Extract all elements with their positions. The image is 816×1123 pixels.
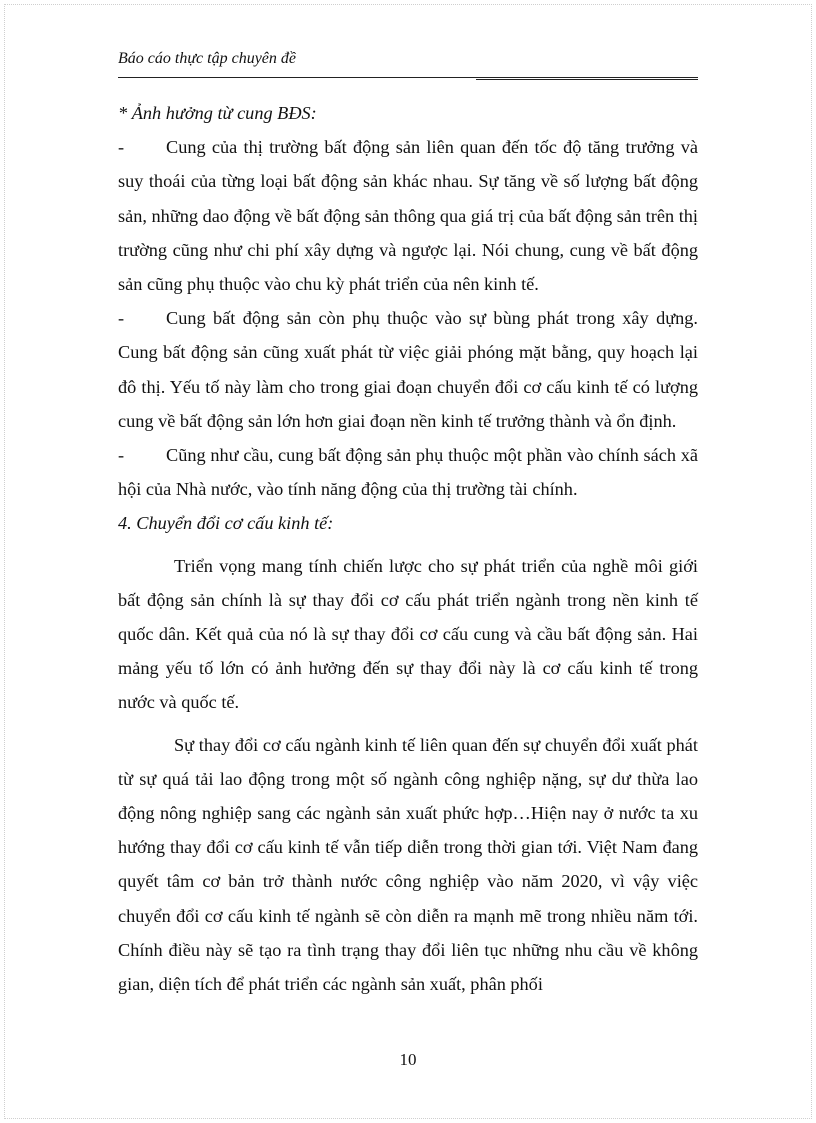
document-body — [118, 96, 698, 1001]
bullet-dash: - — [118, 445, 125, 466]
body-paragraph: Sự thay đổi cơ cấu ngành kinh tế liên quan đến sự chuyển đổi xuất phát từ sự quá tải lao động trong một số ngành công nghiệp nặng, sự dư thừa lao động nông nghiệp sang các ngành sản xuất phức hợp…Hiện nay ở nước ta xu hướng thay đổi cơ cấu kinh tế vẫn tiếp diễn trong thời gian tới. Việt Nam đang quyết tâm cơ bản trở thành nước công nghiệp vào năm 2020, vì vậy việc chuyển đổi cơ cấu kinh tế ngành sẽ còn diễn ra mạnh mẽ trong nhiều năm tới. Chính điều này sẽ tạo ra tình trạng thay đổi liên tục những nhu cầu về không gian, diện tích để phát triển các ngành sản xuất, phân phối — [118, 734, 698, 995]
bullet-text: Cũng như cầu, cung bất động sản phụ thuộc một phần vào chính sách xã hội của Nhà nước, vào tính năng động của thị trường tài chính. — [118, 445, 698, 500]
spacer — [118, 541, 698, 549]
bullet-text: Cung bất động sản còn phụ thuộc vào sự bùng phát trong xây dựng. Cung bất động sản cũng xuất phát từ việc giải phóng mặt bằng, quy hoạch lại đô thị. Yếu tố này làm cho trong giai đoạn chuyển đổi cơ cấu kinh tế có lượng cung về bất động sản lớn hơn giai đoạn nền kinh tế trưởng thành và ổn định. — [118, 308, 698, 431]
header-title: Báo cáo thực tập chuyên đề — [118, 50, 296, 67]
bullet-paragraph — [118, 438, 698, 506]
body-paragraph: Triển vọng mang tính chiến lược cho sự phát triển của nghề môi giới bất động sản chính là sự thay đổi cơ cấu phát triển ngành trong nền kinh tế quốc dân. Kết quả của nó là sự thay đổi cơ cấu cung và cầu bất động sản. Hai mảng yếu tố lớn có ảnh hưởng đến sự thay đổi này là cơ cấu kinh tế trong nước và quốc tế. — [118, 555, 698, 713]
section-4-heading: 4. Chuyển đổi cơ cấu kinh tế: — [118, 513, 334, 534]
bullet-dash: - — [118, 308, 125, 329]
bullet-dash: - — [118, 137, 125, 158]
header-rule — [118, 77, 698, 78]
bullet-text: Cung của thị trường bất động sản liên quan đến tốc độ tăng trưởng và suy thoái của từng loại bất động sản khác nhau. Sự tăng về số lượng bất động sản, những dao động về bất động sản thông qua giá trị của bất động sản trên thị trường cũng như chi phí xây dựng và ngược lại. Nói chung, cung về bất động sản cũng phụ thuộc vào chu kỳ phát triển của nên kinh tế. — [118, 137, 698, 295]
bullet-paragraph — [118, 130, 698, 301]
spacer — [118, 720, 698, 728]
supply-heading: * Ảnh hưởng từ cung BĐS: — [118, 103, 317, 123]
bullet-paragraph — [118, 301, 698, 438]
header-rule-double — [476, 79, 698, 80]
page-number: 10 — [399, 1050, 417, 1069]
page-header — [118, 50, 698, 80]
